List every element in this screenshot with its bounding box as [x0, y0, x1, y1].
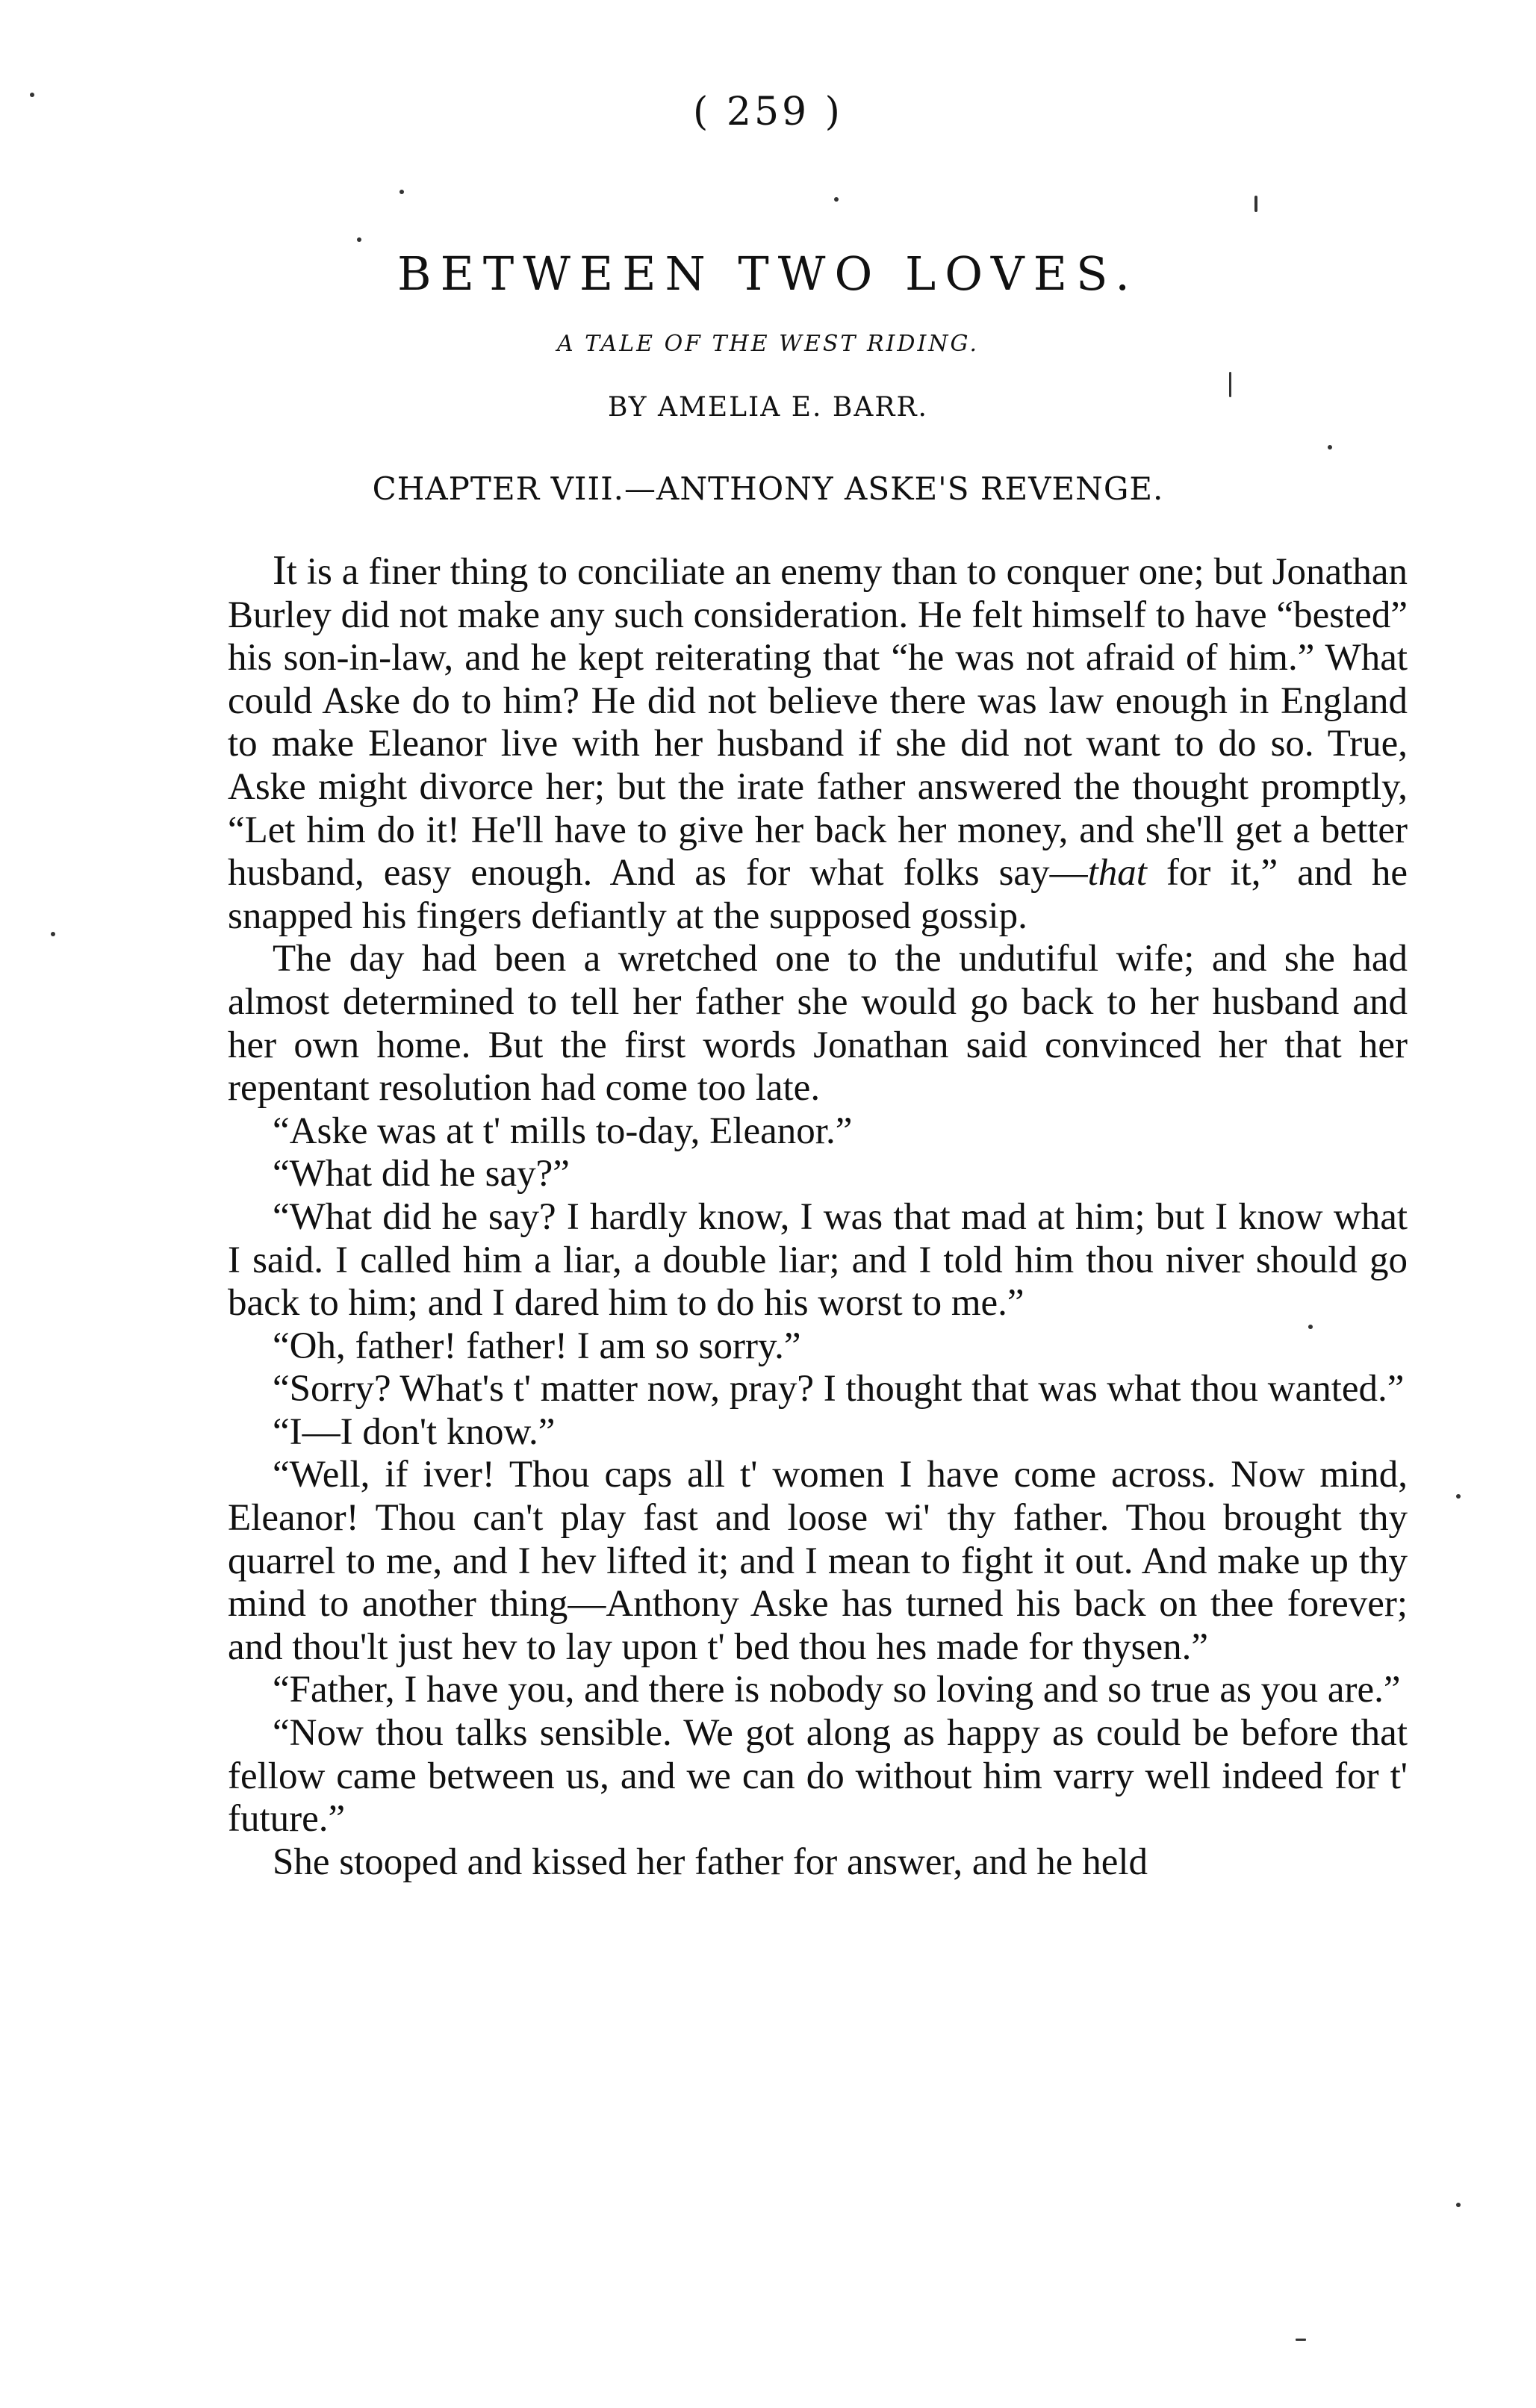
paragraph-1-start: It is a finer thing to conciliate an enemy than to conquer one; but Jonathan Burley did not make any such consideration. He felt himself to have “bested” his son-in-law, and he kept reiterating that “he was not afraid of him.” What could Aske do to him? He did not believe there was law enough in England to make Eleanor live with her husband if she did not want to do so. True, Aske might divorce her; but the irate father answered the thought promptly, “Let him do it! He'll have to give her back her money, and she'll get a better husband, easy enough. And as for what folks say— — [228, 547, 1408, 895]
scan-speck — [357, 237, 361, 242]
paragraph-7: “Sorry? What's t' matter now, pray? I thought that was what thou wanted.” — [273, 1368, 1405, 1410]
story-subtitle: A TALE OF THE WEST RIDING. — [556, 331, 979, 357]
chapter-heading: CHAPTER VIII.—ANTHONY ASKE'S REVENGE. — [372, 470, 1164, 507]
paragraph-12: She stooped and kissed her father for answer, and he held — [273, 1841, 1148, 1883]
scan-speck — [30, 93, 34, 97]
author-byline: BY AMELIA E. BARR. — [607, 392, 928, 423]
story-title: BETWEEN TWO LOVES. — [397, 246, 1139, 301]
scan-speck — [51, 932, 55, 936]
paragraph-6: “Oh, father! father! I am so sorry.” — [273, 1325, 801, 1367]
scan-speck — [399, 190, 404, 194]
scan-speck — [1254, 196, 1257, 212]
paragraph-2: The day had been a wretched one to the undutiful wife; and she had almost determined to tell her father she would go back to her husband and her own home. But the first words Jonathan said convinced her that her repentant resolution had come too late. — [228, 938, 1408, 1110]
paragraph-3: “Aske was at t' mills to-day, Eleanor.” — [273, 1110, 853, 1152]
page-number: ( 259 ) — [693, 90, 843, 134]
scan-speck — [1456, 1494, 1461, 1499]
body-text — [228, 547, 1408, 1884]
scan-speck — [1456, 2203, 1461, 2207]
scan-speck — [834, 197, 839, 202]
paragraph-9: “Well, if iver! Thou caps all t' women I have come across. Now mind, Eleanor! Thou can't play fast and loose wi' thy father. Thou brought thy quarrel to me, and I hev lifted it; and I mean to fight it out. And make up thy mind to another thing—Anthony Aske has turned his back on thee forever; and thou'lt just hev to lay upon t' bed thou hes made for thysen.” — [228, 1454, 1408, 1668]
paragraph-4: “What did he say?” — [273, 1153, 570, 1195]
paragraph-11: “Now thou talks sensible. We got along as happy as could be before that fellow came between us, and we can do without him varry well indeed for t' future.” — [228, 1712, 1408, 1841]
paragraph-1 — [228, 547, 1408, 938]
paragraph-10: “Father, I have you, and there is nobody so loving and so true as you are.” — [273, 1669, 1401, 1711]
scan-speck — [1229, 372, 1231, 397]
paragraph-1-italic: that — [1087, 852, 1147, 895]
scan-speck — [1296, 2339, 1306, 2341]
scan-speck — [1308, 1325, 1313, 1329]
paragraph-5: “What did he say? I hardly know, I was that mad at him; but I know what I said. I called him a liar, a double liar; and I told him thou niver should go back to him; and I dared him to do his worst to me.” — [228, 1195, 1408, 1325]
paragraph-8: “I—I don't know.” — [273, 1410, 556, 1453]
paragraph-1-end: for it,” and he snapped his fingers defiantly at the supposed gossip. — [228, 852, 1408, 937]
scan-speck — [1328, 445, 1332, 449]
